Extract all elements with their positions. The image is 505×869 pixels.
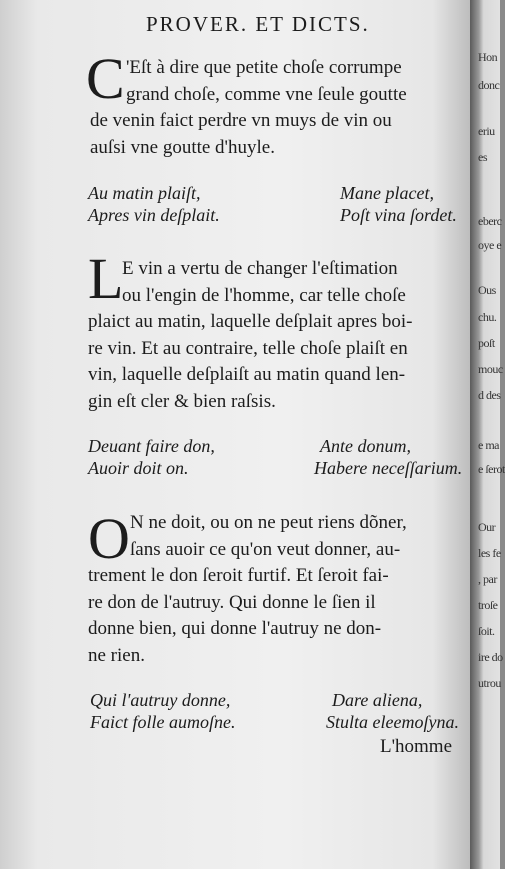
paragraph-line: auſsi vne goutte d'huyle. [90, 136, 275, 158]
gutter-fragment: chu. [478, 310, 497, 324]
proverb-latin-3b: Stulta eleemoſyna. [326, 712, 459, 732]
gutter-fragment: eberc [478, 214, 502, 228]
paragraph-2-continued [88, 309, 412, 415]
paragraph-line: ſans auoir ce qu'on veut donner, au- [130, 538, 401, 560]
gutter-fragment: troſe [478, 598, 498, 612]
paragraph-line: re don de l'autruy. Qui donne le ſien il [88, 591, 376, 613]
proverb-french-3a: Qui l'autruy donne, [90, 690, 231, 710]
paragraph-line: plaict au matin, laquelle deſplait apres boi- [88, 311, 413, 332]
paragraph-line: 'Eſt à dire que petite choſe corrumpe [126, 57, 402, 78]
gutter-fragment: les fe [478, 546, 501, 560]
drop-cap-o: O [88, 506, 130, 571]
paragraph-line: grand choſe, comme vne ſeule goutte [126, 83, 407, 105]
paragraph-2 [122, 256, 406, 309]
gutter-fragment: , par [478, 572, 497, 586]
gutter-fragment: e ſerot [478, 462, 505, 476]
proverb-french-1a: Au matin plaiſt, [88, 183, 201, 203]
paragraph-1-continued [90, 108, 392, 161]
paragraph-3 [130, 510, 407, 563]
paragraph-1 [126, 55, 407, 108]
gutter-fragment: Hon [478, 50, 498, 64]
running-header: PROVER. ET DICTS. [146, 12, 370, 36]
gutter-fragment: oye e [478, 238, 502, 252]
gutter-fragment: d des [478, 388, 501, 402]
proverb-latin-2a: Ante donum, [320, 436, 411, 456]
paragraph-line: donne bien, qui donne l'autruy ne don- [88, 618, 382, 639]
proverb-latin-3a: Dare aliena, [332, 690, 423, 710]
paragraph-line: ou l'engin de l'homme, car telle choſe [122, 284, 406, 306]
paragraph-3-continued [88, 563, 389, 669]
proverb-french-2a: Deuant faire don, [88, 436, 215, 456]
paragraph-line: ne rien. [88, 644, 145, 666]
gutter-fragment: mouc [478, 362, 503, 376]
drop-cap-l: L [88, 246, 124, 311]
gutter-fragment: es [478, 150, 487, 164]
gutter-fragment: eriu [478, 124, 495, 138]
paragraph-line: re vin. Et au contraire, telle choſe plaiſt en [88, 337, 408, 359]
gutter-fragment: Ous [478, 283, 496, 297]
gutter-fragment: Our [478, 520, 496, 534]
proverb-latin-1a: Mane placet, [340, 183, 434, 203]
paragraph-line: gin eſt cler & bien raſsis. [88, 390, 276, 412]
gutter-fragment: poſt [478, 336, 495, 350]
paragraph-line: trement le don ſeroit furtif. Et ſeroit fai- [88, 565, 389, 586]
proverb-french-2b: Auoir doit on. [88, 458, 189, 478]
paragraph-line: de venin faict perdre vn muys de vin ou [90, 110, 392, 131]
proverb-latin-2b: Habere neceſſarium. [314, 458, 463, 478]
drop-cap-c: C [86, 46, 125, 111]
gutter-fragment: utrou [478, 676, 501, 690]
gutter-fragment: ſoit. [478, 624, 495, 638]
adjacent-page-edge [470, 0, 505, 869]
gutter-fragment: ire do [478, 650, 503, 664]
gutter-fragment: e ma [478, 438, 499, 452]
proverb-french-3b: Faict folle aumoſne. [90, 712, 236, 732]
gutter-fragment: donc [478, 78, 500, 92]
proverb-latin-1b: Poſt vina ſordet. [340, 205, 457, 225]
paragraph-line: vin, laquelle deſplaiſt au matin quand len- [88, 364, 406, 385]
paragraph-line: E vin a vertu de changer l'eſtimation [122, 258, 398, 279]
catchword: L'homme [380, 736, 453, 757]
proverb-french-1b: Apres vin deſplait. [88, 205, 220, 225]
paragraph-line: N ne doit, ou on ne peut riens dõner, [130, 512, 407, 533]
